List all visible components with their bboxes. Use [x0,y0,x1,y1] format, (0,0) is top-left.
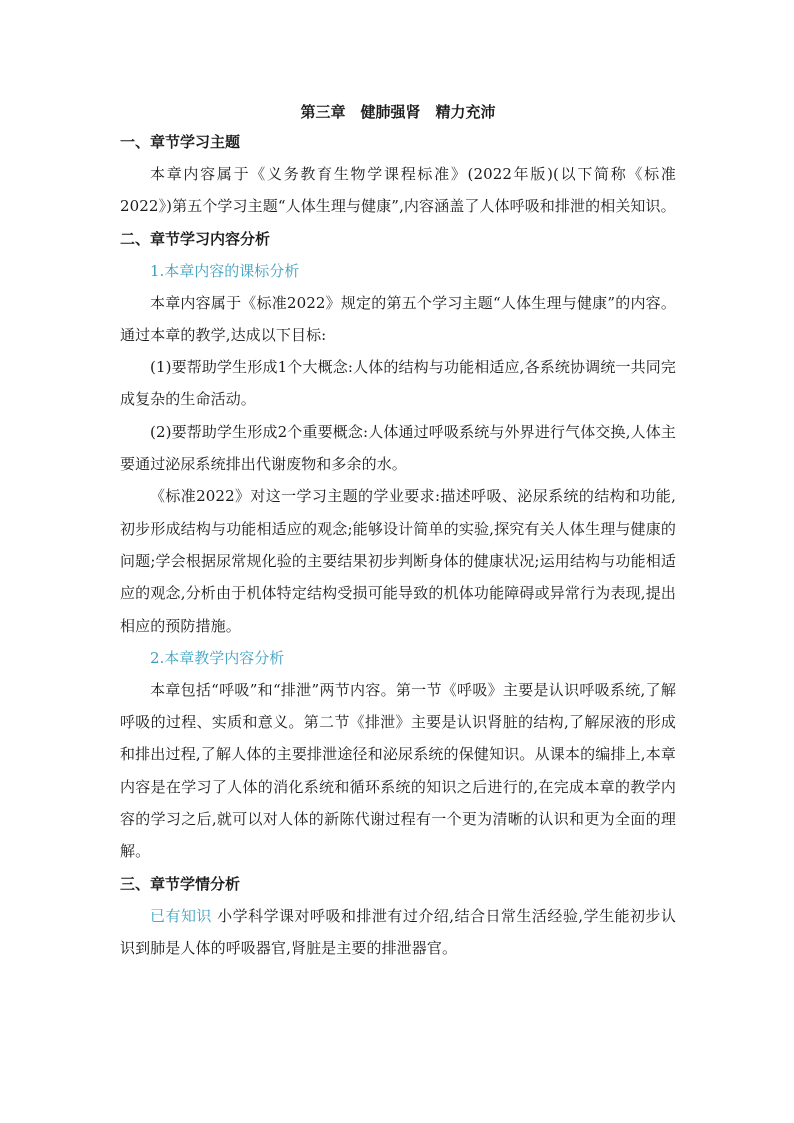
subsection-heading: 1.本章内容的课标分析 [150,261,300,280]
paragraph-text: 小学科学课对呼吸和排泄有过介绍,结合日常生活经验,学生能初步认识到肺是人体的呼吸器官,肾脏是主要的排泄器官。 [120,906,677,957]
subsection-heading: 2.本章教学内容分析 [150,648,285,667]
highlight-label: 已有知识 [150,906,212,925]
paragraph: 本章内容属于《义务教育生物学课程标准》(2022年版)(以下简称《标准2022》)第五个学习主题“人体生理与健康”,内容涵盖了人体呼吸和排泄的相关知识。 [120,165,676,216]
paragraph: 本章包括“呼吸”和“排泄”两节内容。第一节《呼吸》主要是认识呼吸系统,了解呼吸的过程、实质和意义。第二节《排泄》主要是认识肾脏的结构,了解尿液的形成和排出过程,了解人体的主要排泄途径和泌尿系统的保健知识。从课本的编排上,本章内容是在学习了人体的消化系统和循环系统的知识之后进行的,在完成本章的教学内容的学习之后,就可以对人体的新陈代谢过程有一个更为清晰的认识和更为全面的理解。 [120,680,676,861]
section-heading-3: 三、章节学情分析 [120,874,241,893]
paragraph: 《标准2022》对这一学习主题的学业要求:描述呼吸、泌尿系统的结构和功能,初步形成结构与功能相适应的观念;能够设计简单的实验,探究有关人体生理与健康的问题;学会根据尿常规化验的主要结果初步判断身体的健康状况;运用结构与功能相适应的观念,分析由于机体特定结构受损可能导致的机体功能障碍或异常行为表现,提出相应的预防措施。 [120,487,676,635]
section-heading-2: 二、章节学习内容分析 [120,229,271,248]
paragraph: 本章内容属于《标准2022》规定的第五个学习主题“人体生理与健康”的内容。通过本章的教学,达成以下目标: [120,293,676,344]
paragraph [120,900,676,965]
chapter-title: 第三章 健肺强肾 精力充沛 [300,103,496,121]
document-content [120,98,676,964]
section-heading-1: 一、章节学习主题 [120,133,241,151]
paragraph: (2)要帮助学生形成2个重要概念:人体通过呼吸系统与外界进行气体交换,人体主要通过泌尿系统排出代谢废物和多余的水。 [120,422,676,474]
paragraph: (1)要帮助学生形成1个大概念:人体的结构与功能相适应,各系统协调统一共同完成复杂的生命活动。 [120,358,676,409]
